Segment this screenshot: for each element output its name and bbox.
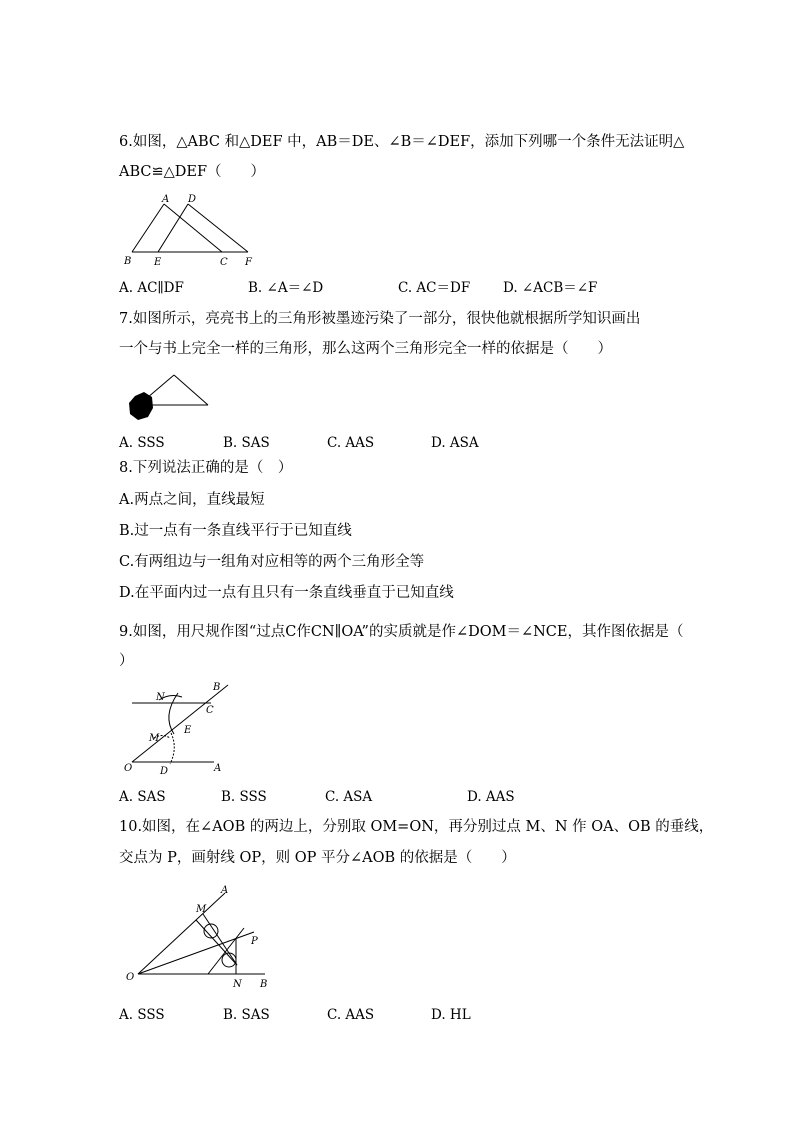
label-E: E [154, 257, 162, 268]
question-9-option-c: C. ASA [325, 789, 373, 805]
question-9-option-b: B. SSS [221, 789, 267, 805]
label-D: D [160, 766, 169, 777]
question-7-option-b: B. SAS [223, 435, 270, 451]
question-10-option-c: C. AAS [327, 1007, 375, 1023]
question-6-figure [118, 190, 268, 272]
label-M: M [149, 733, 160, 744]
label-C: C [206, 705, 214, 716]
label-M: M [196, 904, 207, 915]
label-B: B [260, 979, 268, 990]
question-10-line-2: 交点为 P，画射线 OP，则 OP 平分∠AOB 的依据是（ ） [119, 850, 516, 866]
label-C: C [220, 257, 228, 268]
question-9-line-1: 9.如图，用尺规作图“过点C作CN∥OA”的实质就是作∠DOM＝∠NCE，其作图依据是（ [119, 624, 684, 640]
question-10-option-b: B. SAS [223, 1007, 270, 1023]
label-B: B [124, 256, 132, 267]
label-P: P [251, 936, 258, 947]
question-6-option-b: B. ∠A＝∠D [248, 280, 324, 296]
label-B: B [213, 682, 221, 693]
question-8-option-a: A.两点之间，直线最短 [119, 492, 265, 508]
label-D: D [188, 194, 197, 205]
question-7-option-c: C. AAS [327, 435, 375, 451]
label-N: N [156, 692, 165, 703]
question-9-option-d: D. AAS [467, 789, 515, 805]
question-8-stem: 8.下列说法正确的是（ ） [119, 460, 293, 476]
label-E: E [184, 725, 192, 736]
question-9-line-2: ） [119, 653, 134, 669]
question-6-line-2: ABC≌△DEF（ ） [119, 164, 266, 180]
label-N: N [233, 979, 242, 990]
question-7-line-1: 7.如图所示，亮亮书上的三角形被墨迹污染了一部分，很快他就根据所学知识画出 [119, 311, 641, 327]
question-10-line-1: 10.如图，在∠AOB 的两边上，分别取 OM=ON，再分别过点 M、N 作 OA、OB 的垂线， [119, 819, 714, 835]
label-F: F [245, 257, 252, 268]
question-6-option-c: C. AC＝DF [398, 280, 471, 296]
question-8-option-b: B.过一点有一条直线平行于已知直线 [119, 523, 352, 539]
question-6-line-1: 6.如图，△ABC 和△DEF 中，AB＝DE、∠B＝∠DEF，添加下列哪一个条件无法证明△ [119, 134, 685, 150]
question-9-figure [118, 678, 243, 778]
question-7-option-d: D. ASA [431, 435, 479, 451]
question-6-option-d: D. ∠ACB＝∠F [503, 280, 598, 296]
question-8-option-d: D.在平面内过一点有且只有一条直线垂直于已知直线 [119, 585, 454, 601]
label-A: A [221, 885, 229, 896]
question-8-option-c: C.有两组边与一组角对应相等的两个三角形全等 [119, 554, 425, 570]
question-7-figure [125, 370, 215, 425]
question-10-option-d: D. HL [431, 1007, 471, 1023]
label-A: A [162, 194, 170, 205]
question-7-line-2: 一个与书上完全一样的三角形，那么这两个三角形完全一样的依据是（ ） [119, 341, 612, 357]
question-10-option-a: A. SSS [119, 1007, 165, 1023]
label-O: O [126, 972, 135, 983]
question-9-option-a: A. SAS [119, 789, 166, 805]
label-O: O [124, 763, 133, 774]
question-10-figure [118, 880, 278, 995]
label-A: A [214, 763, 222, 774]
question-7-option-a: A. SSS [119, 435, 165, 451]
question-6-option-a: A. AC∥DF [119, 280, 184, 296]
ink-blot [129, 392, 153, 420]
